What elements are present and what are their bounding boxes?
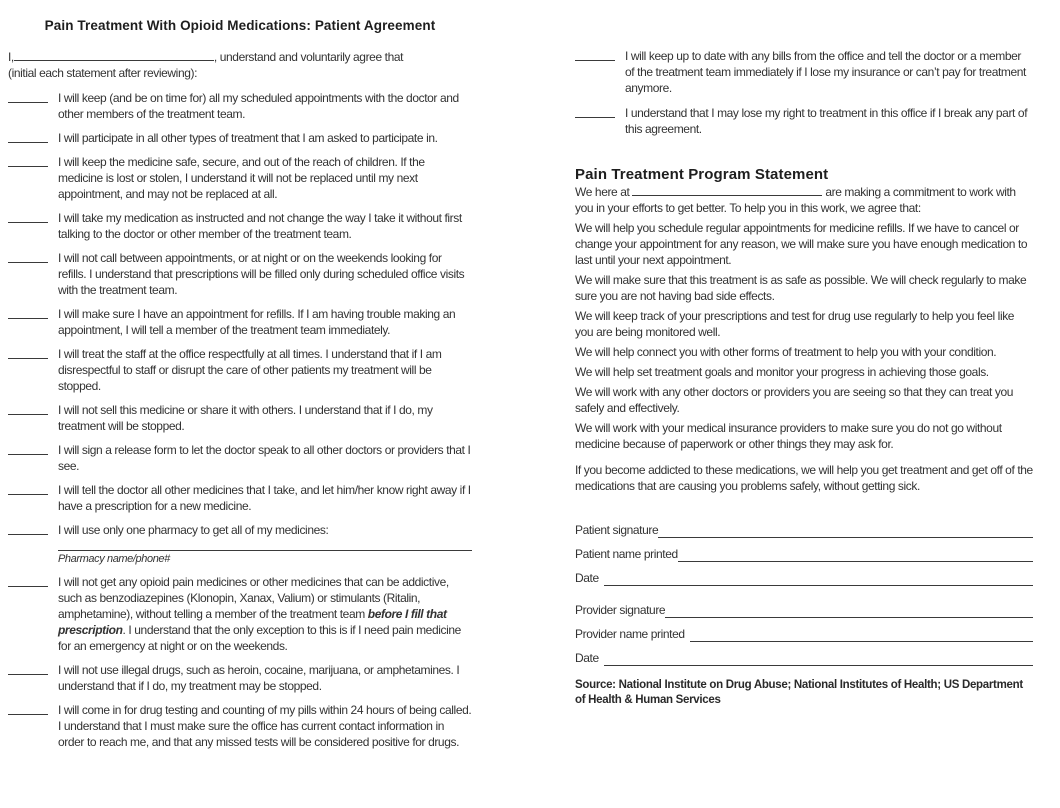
pharmacy-name-blank[interactable] [58, 550, 472, 551]
agreement-item [8, 90, 472, 122]
initial-blank[interactable] [8, 250, 48, 263]
agreement-item [8, 702, 472, 750]
program-statement-heading: Pain Treatment Program Statement [575, 166, 829, 183]
clinic-name-blank[interactable] [632, 185, 822, 196]
pharmacy-caption: Pharmacy name/phone# [58, 553, 170, 565]
agreement-item-text: I will keep (and be on time for) all my scheduled appointments with the doctor and other members of the treatment team. [58, 91, 459, 121]
initial-blank[interactable] [8, 482, 48, 495]
program-paragraph: We will help set treatment goals and monitor your progress in achieving those goals. [575, 365, 989, 379]
patient-name-label: Patient name printed [575, 547, 678, 561]
signature-row [575, 618, 1033, 642]
agreement-item [8, 442, 472, 474]
initial-blank[interactable] [8, 442, 48, 455]
initial-blank[interactable] [575, 105, 615, 118]
program-paragraph: We will work with your medical insurance providers to make sure you do not go without medicine because of paperwork or other things they may ask for. [575, 421, 1002, 451]
agreement-item-text: I will use only one pharmacy to get all of my medicines: [58, 523, 329, 537]
agreement-item [575, 105, 1033, 137]
initial-blank[interactable] [8, 662, 48, 675]
agreement-item-text [58, 574, 472, 654]
provider-date-line[interactable] [604, 653, 1033, 666]
initial-blank[interactable] [8, 210, 48, 223]
agreement-item [8, 402, 472, 434]
initial-blank[interactable] [8, 522, 48, 535]
right-column [575, 48, 1033, 708]
agreement-item-text: I will come in for drug testing and counting of my pills within 24 hours of being called. I understand that I must make sure the office has current contact information in order to reach me, and that any missed tests will be considered positive for drugs. [58, 703, 472, 749]
program-paragraph: We will work with any other doctors or providers you are seeing so that they can treat you safely and effectively. [575, 385, 1014, 415]
agreement-item-text: I will make sure I have an appointment for refills. If I am having trouble making an appointment, I will tell a member of the treatment team immediately. [58, 307, 456, 337]
intro-instruction: (initial each statement after reviewing): [8, 66, 198, 80]
program-paragraph: If you become addicted to these medications, we will help you get treatment and get off of the medications that are causing you problems safely, without getting sick. [575, 463, 1033, 493]
agreement-item [8, 154, 472, 202]
initial-blank[interactable] [575, 48, 615, 61]
signature-row [575, 514, 1033, 538]
agreement-item [8, 662, 472, 694]
agreement-item [8, 482, 472, 514]
signature-row [575, 562, 1033, 586]
signature-row [575, 594, 1033, 618]
program-intro [575, 184, 1033, 216]
agreement-item [575, 48, 1033, 96]
item-text-before: I will not get any opioid pain medicines or other medicines that can be addictive, such as benzodiazepines (Klonopin, Xanax, Valium) or stimulants (Ritalin, amphetamine), without telling a member of the treatment team [58, 575, 449, 621]
initial-blank[interactable] [8, 574, 48, 587]
program-intro-prefix: We here at [575, 185, 630, 199]
agreement-item-text: I will take my medication as instructed and not change the way I take it without first talking to the doctor or other member of the treatment team. [58, 211, 462, 241]
initial-blank[interactable] [8, 346, 48, 359]
source-attribution: Source: National Institute on Drug Abuse; National Institutes of Health; US Department of Health & Human Services [575, 679, 1023, 706]
initial-blank[interactable] [8, 90, 48, 103]
patient-name-line[interactable] [678, 549, 1033, 562]
agreement-item [8, 250, 472, 298]
patient-date-label: Date [575, 571, 599, 585]
agreement-item-text: I will treat the staff at the office respectfully at all times. I understand that if I am disrespectful to staff or disrupt the care of other patients my treatment will be stopped. [58, 347, 442, 393]
patient-signature-line[interactable] [658, 525, 1033, 538]
agreement-item-text: I will not sell this medicine or share it with others. I understand that if I do, my treatment will be stopped. [58, 403, 433, 433]
initial-blank[interactable] [8, 130, 48, 143]
agreement-item-text: I will not call between appointments, or at night or on the weekends looking for refills. I understand that prescriptions will be filled only during scheduled office visits with the treatment team. [58, 251, 465, 297]
agreement-item [8, 574, 472, 654]
agreement-item-text: I will keep the medicine safe, secure, and out of the reach of children. If the medicine is lost or stolen, I understand it will not be replaced until my next appointment, and may not be replaced at all. [58, 155, 425, 201]
provider-signature-label: Provider signature [575, 603, 666, 617]
agreement-item-text: I will participate in all other types of treatment that I am asked to participate in. [58, 131, 438, 145]
agreement-item-text: I will tell the doctor all other medicines that I take, and let him/her know right away if I have a prescription for a new medicine. [58, 483, 471, 513]
agreement-item [8, 210, 472, 242]
initial-blank[interactable] [8, 306, 48, 319]
agreement-intro [8, 49, 472, 81]
patient-signature-block [575, 514, 1033, 586]
initial-blank[interactable] [8, 702, 48, 715]
provider-signature-line[interactable] [665, 605, 1033, 618]
signature-row [575, 538, 1033, 562]
program-intro-suffix: are making a commitment to work with you in your efforts to get better. To help you in this work, we agree that: [575, 185, 1016, 215]
item-text-after: . I understand that the only exception to this is if I need pain medicine for an emergency at night or on the weekends. [58, 623, 461, 653]
provider-signature-block [575, 594, 1033, 666]
agreement-item [8, 130, 472, 146]
program-paragraph: We will help you schedule regular appointments for medicine refills. If we have to cancel or change your appointment for any reason, we will make sure you have enough medication to last until your next appointment. [575, 221, 1028, 267]
initial-blank[interactable] [8, 402, 48, 415]
agreement-item [8, 346, 472, 394]
agreement-item-text: I will keep up to date with any bills from the office and tell the doctor or a member of the treatment team immediately if I lose my insurance or can’t pay for treatment anymore. [625, 49, 1026, 95]
signature-row [575, 642, 1033, 666]
left-column [8, 18, 472, 758]
intro-prefix: I, [8, 50, 14, 64]
patient-signature-label: Patient signature [575, 523, 659, 537]
provider-name-line[interactable] [690, 629, 1033, 642]
program-paragraph: We will make sure that this treatment is as safe as possible. We will check regularly to make sure you are not having bad side effects. [575, 273, 1027, 303]
agreement-item-text: I will sign a release form to let the doctor speak to all other doctors or providers that I see. [58, 443, 471, 473]
agreement-item-text: I will not use illegal drugs, such as heroin, cocaine, marijuana, or amphetamines. I understand that if I do, my treatment may be stopped. [58, 663, 460, 693]
agreement-item [8, 306, 472, 338]
initial-blank[interactable] [8, 154, 48, 167]
provider-date-label: Date [575, 651, 599, 665]
intro-suffix: , understand and voluntarily agree that [213, 50, 404, 64]
document-title: Pain Treatment With Opioid Medications: Patient Agreement [44, 18, 436, 33]
item-text-emphasis: before I fill that prescription [58, 607, 447, 637]
agreement-item-text: I understand that I may lose my right to treatment in this office if I break any part of this agreement. [625, 106, 1028, 136]
patient-date-line[interactable] [604, 573, 1033, 586]
program-paragraph: We will help connect you with other forms of treatment to help you with your condition. [575, 345, 997, 359]
program-paragraph: We will keep track of your prescriptions and test for drug use regularly to help you feel like you are being monitored well. [575, 309, 1015, 339]
agreement-item-pharmacy [8, 522, 472, 566]
provider-name-label: Provider name printed [575, 627, 685, 641]
patient-name-blank[interactable] [14, 50, 214, 61]
